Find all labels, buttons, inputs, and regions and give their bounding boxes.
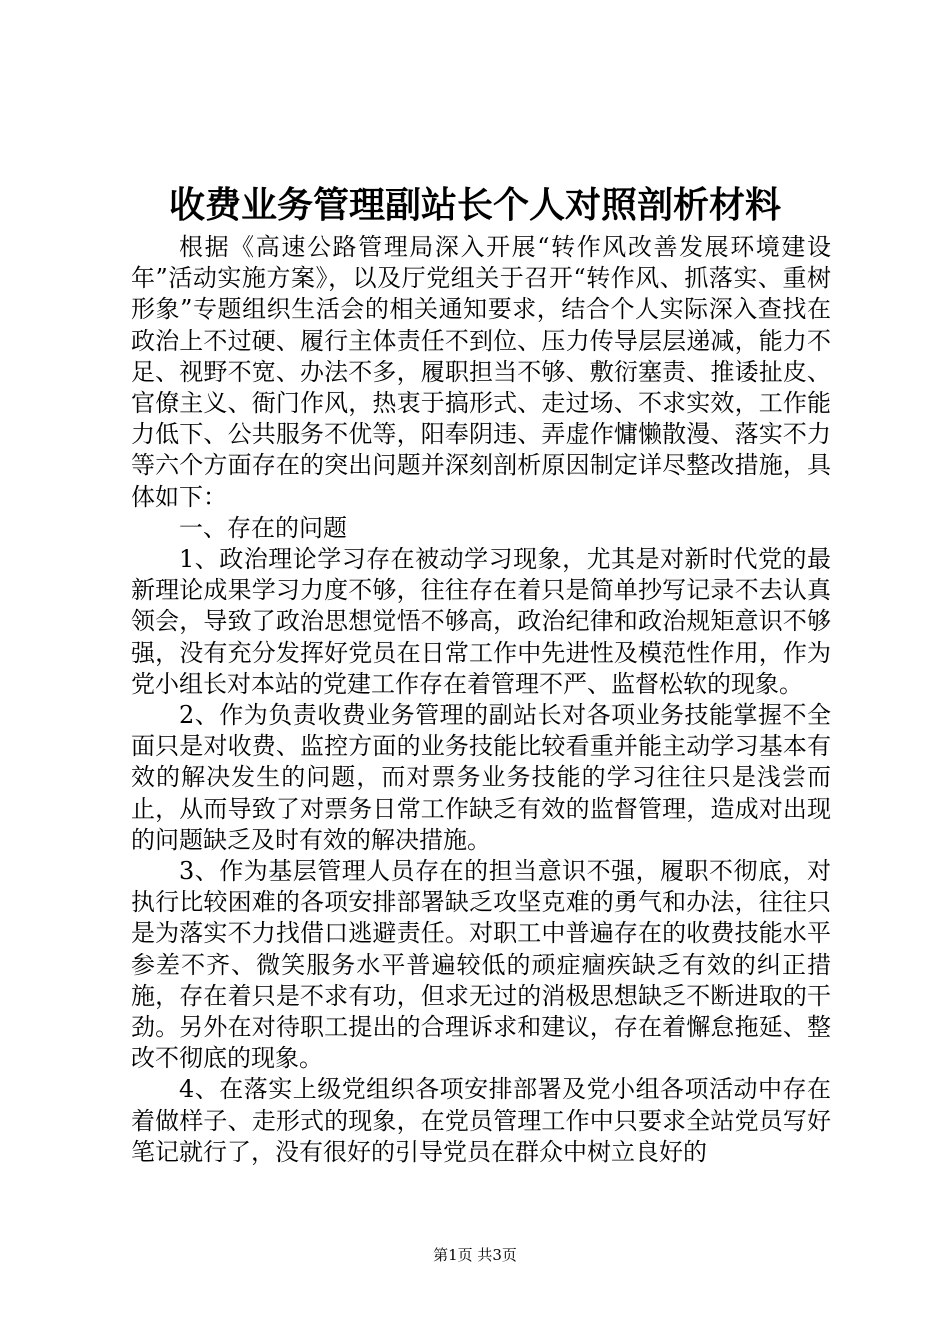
problem-paragraph-1: 1、政治理论学习存在被动学习现象，尤其是对新时代党的最新理论成果学习力度不够，往往存在着只是简单抄写记录不去认真领会，导致了政治思想觉悟不够高，政治纪律和政治规矩意识不够强，没有充分发挥好党员在日常工作中先进性及模范性作用，作为党小组长对本站的党建工作存在着管理不严、监督松软的现象。 xyxy=(131,545,831,698)
intro-paragraph: 根据《高速公路管理局深入开展“转作风改善发展环境建设年”活动实施方案》，以及厅党组关于召开“转作风、抓落实、重树形象”专题组织生活会的相关通知要求，结合个人实际深入查找在政治上不过硬、履行主体责任不到位、压力传导层层递减，能力不足、视野不宽、办法不多，履职担当不够、敷衍塞责、推诿扯皮、官僚主义、衙门作风，热衷于搞形式、走过场、不求实效，工作能力低下、公共服务不优等，阳奉阴违、弄虚作慵懒散漫、落实不力等六个方面存在的突出问题并深刻剖析原因制定详尽整改措施，具体如下： xyxy=(131,233,831,511)
document-title: 收费业务管理副站长个人对照剖析材料 xyxy=(168,184,781,226)
document-body xyxy=(131,232,831,1168)
section-heading-problems: 一、存在的问题 xyxy=(179,513,347,542)
page-number-footer: 第1页 共3页 xyxy=(433,1246,517,1264)
problem-paragraph-2: 2、作为负责收费业务管理的副站长对各项业务技能掌握不全面只是对收费、监控方面的业务技能比较看重并能主动学习基本有效的解决发生的问题，而对票务业务技能的学习往往只是浅尝而止，从而导致了对票务日常工作缺乏有效的监督管理，造成对出现的问题缺乏及时有效的解决措施。 xyxy=(131,701,831,854)
problem-paragraph-4: 4、在落实上级党组织各项安排部署及党小组各项活动中存在着做样子、走形式的现象，在党员管理工作中只要求全站党员写好笔记就行了，没有很好的引导党员在群众中树立良好的 xyxy=(131,1075,831,1166)
problem-paragraph-3: 3、作为基层管理人员存在的担当意识不强，履职不彻底，对执行比较困难的各项安排部署缺乏攻坚克难的勇气和办法，往往只是为落实不力找借口逃避责任。对职工中普遍存在的收费技能水平参差不齐、微笑服务水平普遍较低的顽症痼疾缺乏有效的纠正措施，存在着只是不求有功，但求无过的消极思想缺乏不断进取的干劲。另外在对待职工提出的合理诉求和建议，存在着懈怠拖延、整改不彻底的现象。 xyxy=(131,857,831,1073)
